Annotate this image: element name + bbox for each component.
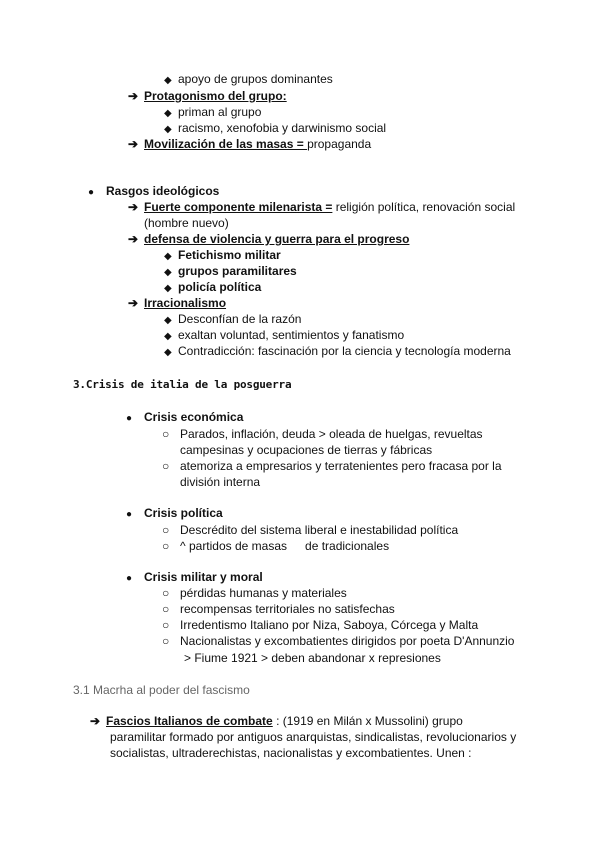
bullet-icon: ● [88, 187, 95, 198]
arrow-bullet-icon: ➔ [128, 89, 139, 103]
arrow-bullet-icon: ➔ [128, 137, 139, 151]
circle-bullet-icon: ○ [162, 459, 170, 473]
arrow-bullet-icon: ➔ [128, 200, 139, 214]
circle-bullet-icon: ○ [162, 523, 170, 537]
circle-bullet-icon: ○ [162, 427, 170, 441]
circle-bullet-icon: ○ [162, 586, 170, 600]
list-item: ➔ Protagonismo del grupo: [128, 89, 287, 103]
section-heading: 3.Crisis de italia de la posguerra [73, 378, 292, 391]
list-item: ◆ Desconfían de la razón [164, 311, 301, 329]
list-item: ◆ exaltan voluntad, sentimientos y fanatismo [164, 327, 404, 345]
diamond-bullet-icon: ◆ [164, 315, 172, 326]
bullet-icon: ● [126, 413, 133, 424]
list-item: ● Crisis política [126, 505, 223, 523]
bullet-icon: ● [126, 573, 133, 584]
arrow-bullet-icon: ➔ [128, 296, 139, 310]
list-item: ◆ grupos paramilitares [164, 263, 297, 281]
list-item: ➔ Fascios Italianos de combate : (1919 en Milán x Mussolini) grupo [90, 714, 463, 728]
circle-bullet-icon: ○ [162, 618, 170, 632]
list-item: ◆ apoyo de grupos dominantes [164, 71, 333, 89]
subsection-heading: 3.1 Macrha al poder del fascismo [73, 683, 250, 697]
list-item: ➔ Irracionalismo [128, 296, 227, 310]
list-item-continuation: > Fiume 1921 > deben abandonar x represiones [184, 651, 441, 665]
diamond-bullet-icon: ◆ [164, 267, 172, 278]
list-item-continuation: paramilitar formado por antiguos anarquistas, sindicalistas, revolucionarios y [110, 730, 517, 744]
list-item: ● Rasgos ideológicos [88, 183, 219, 201]
list-item: ○ atemoriza a empresarios y terratenientes pero fracasa por la [162, 459, 502, 473]
diamond-bullet-icon: ◆ [164, 75, 172, 86]
list-item: ○ pérdidas humanas y materiales [162, 586, 347, 600]
list-item: ➔ Fuerte componente milenarista = religión política, renovación social [128, 200, 516, 214]
list-item: ◆ Fetichismo militar [164, 247, 281, 265]
list-item: ➔ Movilización de las masas = propaganda [128, 137, 372, 151]
list-item: ● Crisis económica [126, 409, 243, 427]
list-item: ◆ policía política [164, 279, 261, 297]
list-item: ○ recompensas territoriales no satisfechas [162, 602, 395, 616]
list-item-continuation: división interna [180, 475, 261, 489]
list-item: ○ Descrédito del sistema liberal e inestabilidad política [162, 523, 459, 537]
list-item-continuation: campesinas y ocupaciones de tierras y fábricas [180, 443, 433, 457]
list-item: ○ Irredentismo Italiano por Niza, Saboya, Córcega y Malta [162, 618, 479, 632]
list-item: ◆ racismo, xenofobia y darwinismo social [164, 120, 386, 138]
list-item: ➔ defensa de violencia y guerra para el progreso [128, 232, 410, 246]
list-item-continuation: (hombre nuevo) [144, 216, 229, 230]
list-item: ○ Parados, inflación, deuda > oleada de huelgas, revueltas [162, 427, 483, 441]
circle-bullet-icon: ○ [162, 539, 170, 553]
list-item: ● Crisis militar y moral [126, 569, 263, 587]
list-item: ◆ Contradicción: fascinación por la ciencia y tecnología moderna [164, 343, 511, 361]
diamond-bullet-icon: ◆ [164, 347, 172, 358]
list-item: ○ ^ partidos de masas de tradicionales [162, 539, 390, 553]
arrow-bullet-icon: ➔ [90, 714, 101, 728]
diamond-bullet-icon: ◆ [164, 124, 172, 135]
circle-bullet-icon: ○ [162, 602, 170, 616]
arrow-bullet-icon: ➔ [128, 232, 139, 246]
diamond-bullet-icon: ◆ [164, 331, 172, 342]
diamond-bullet-icon: ◆ [164, 251, 172, 262]
bullet-icon: ● [126, 509, 133, 520]
list-item-continuation: socialistas, ultraderechistas, nacionalistas y excombatientes. Unen : [110, 746, 472, 760]
diamond-bullet-icon: ◆ [164, 108, 172, 119]
diamond-bullet-icon: ◆ [164, 283, 172, 294]
list-item: ○ Nacionalistas y excombatientes dirigidos por poeta D'Annunzio [162, 634, 515, 648]
circle-bullet-icon: ○ [162, 634, 170, 648]
list-item: ◆ priman al grupo [164, 104, 261, 122]
